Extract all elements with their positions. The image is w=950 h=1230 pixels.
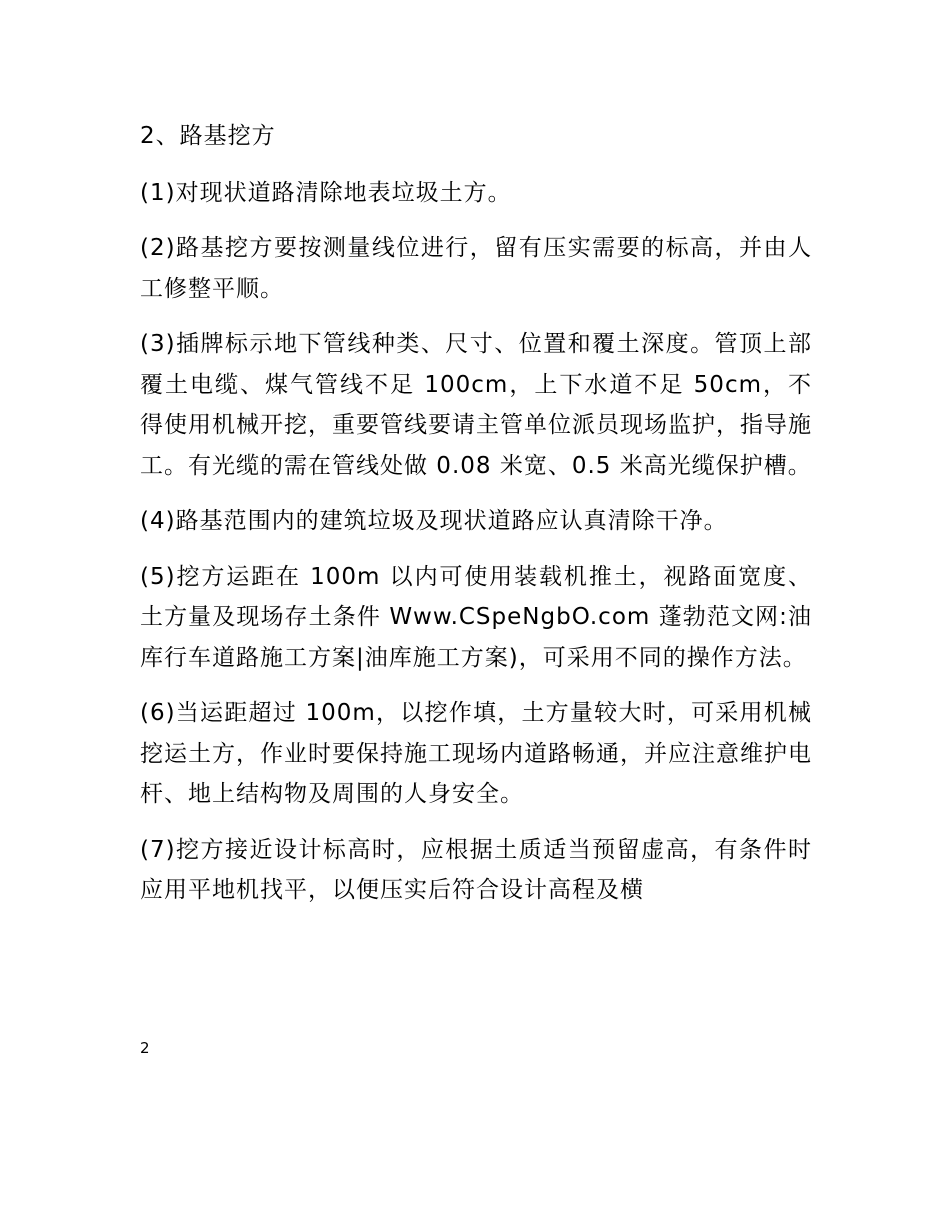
paragraph-4: (4)路基范围内的建筑垃圾及现状道路应认真清除干净。 (140, 508, 728, 534)
page-number: 2 (140, 1039, 150, 1057)
paragraph-7: (7)挖方接近设计标高时，应根据土质适当预留虚高，有条件时应用平地机找平，以便压实后符合设计高程及横 (140, 836, 812, 903)
paragraph-6: (6)当运距超过 100m，以挖作填，土方量较大时，可采用机械挖运土方，作业时要保持施工现场内道路畅通，并应注意维护电杆、地上结构物及周围的人身安全。 (140, 700, 812, 807)
paragraph-3: (3)插牌标示地下管线种类、尺寸、位置和覆土深度。管顶上部覆土电缆、煤气管线不足 100cm，上下水道不足 50cm，不得使用机械开挖，重要管线要请主管单位派员现场监护，指导施工。有光缆的需在管线处做 0.08 米宽、0.5 米高光缆保护槽。 (140, 331, 812, 479)
section-heading: 2、路基挖方 (140, 123, 276, 149)
document-body (140, 116, 812, 926)
paragraph-2: (2)路基挖方要按测量线位进行，留有压实需要的标高，并由人工修整平顺。 (140, 235, 812, 302)
paragraph-5: (5)挖方运距在 100m 以内可使用装载机推土，视路面宽度、土方量及现场存土条件 Www.CSpeNgbO.com 蓬勃范文网:油库行车道路施工方案|油库施工方案)，可采用不同的操作方法。 (140, 563, 812, 671)
paragraph-1: (1)对现状道路清除地表垃圾土方。 (140, 179, 512, 206)
